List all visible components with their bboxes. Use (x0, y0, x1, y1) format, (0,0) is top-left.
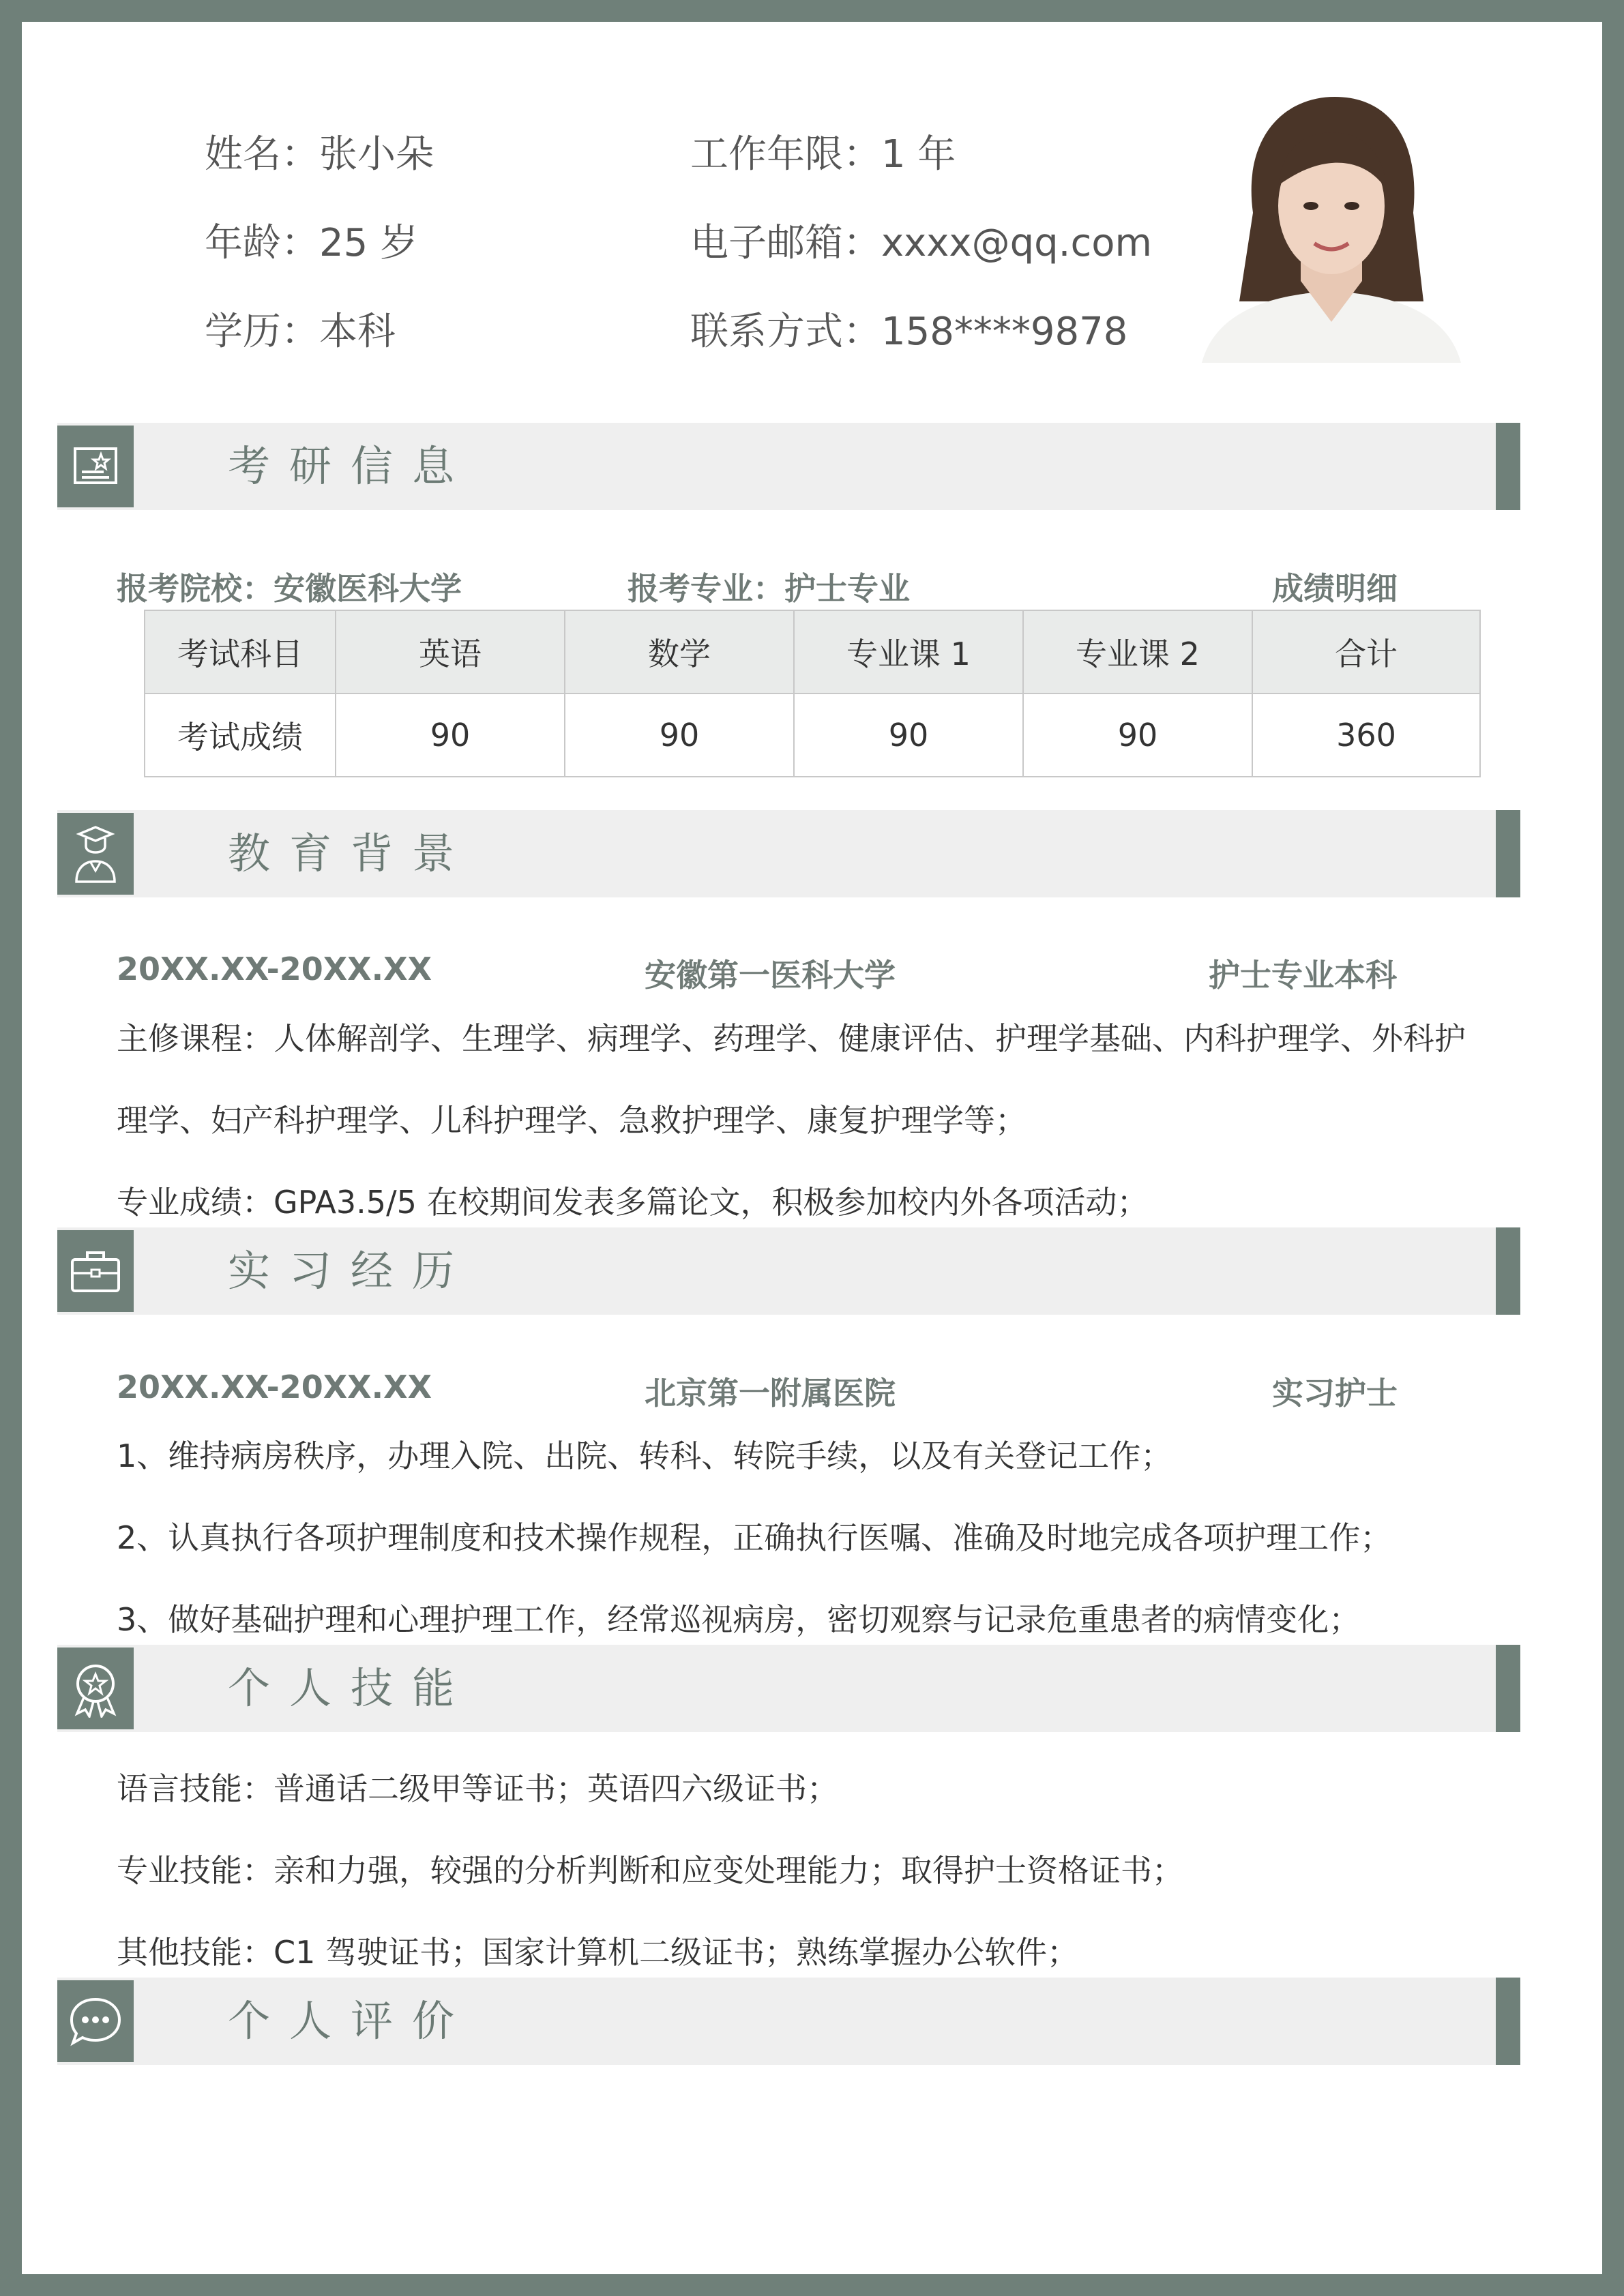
internship-duty: 3、做好基础护理和心理护理工作，经常巡视病房，密切观察与记录危重患者的病情变化； (117, 1601, 1361, 1638)
education-line: 主修课程：人体解剖学、生理学、病理学、药理学、健康评估、护理学基础、内科护理学、外科护 (117, 1020, 1466, 1057)
award-badge-icon (57, 1648, 134, 1729)
section-header-internship (57, 1227, 1520, 1315)
section-accent-bar (1496, 423, 1520, 510)
section-header-evaluation (57, 1978, 1520, 2065)
table-header-cell: 英语 (336, 610, 565, 694)
certificate-icon (57, 426, 134, 507)
table-row (145, 694, 1480, 777)
email-field: 电子邮箱：xxxx@qq.com (690, 221, 1153, 265)
table-cell: 90 (336, 694, 565, 777)
table-header-cell: 专业课 2 (1023, 610, 1252, 694)
education-period: 20XX.XX-20XX.XX (117, 951, 432, 987)
graduate-icon (57, 813, 134, 895)
section-accent-bar (1496, 1227, 1520, 1315)
internship-duty: 1、维持病房秩序，办理入院、出院、转科、转院手续，以及有关登记工作； (117, 1437, 1172, 1474)
table-header-cell: 专业课 1 (794, 610, 1023, 694)
skill-line: 专业技能：亲和力强，较强的分析判断和应变处理能力；取得护士资格证书； (117, 1852, 1183, 1889)
section-header-skills (57, 1645, 1520, 1732)
table-cell: 360 (1252, 694, 1480, 777)
education-school: 安徽第一医科大学 (645, 957, 896, 994)
score-detail-label: 成绩明细 (1272, 570, 1398, 607)
table-header-cell: 数学 (565, 610, 794, 694)
briefcase-icon (57, 1230, 134, 1312)
table-header-cell: 考试科目 (145, 610, 336, 694)
education-degree: 护士专业本科 (1209, 957, 1397, 994)
skill-line: 语言技能：普通话二级甲等证书；英语四六级证书； (117, 1770, 838, 1807)
internship-duty: 2、认真执行各项护理制度和技术操作规程，正确执行医嘱、准确及时地完成各项护理工作； (117, 1519, 1392, 1556)
age-field: 年龄：25 岁 (205, 221, 419, 265)
table-cell: 考试成绩 (145, 694, 336, 777)
skill-line: 其他技能：C1 驾驶证书；国家计算机二级证书；熟练掌握办公软件； (117, 1934, 1079, 1971)
section-header-education (57, 810, 1520, 897)
section-accent-bar (1496, 1645, 1520, 1732)
internship-hospital: 北京第一附属医院 (645, 1375, 896, 1412)
section-title-skills: 个人技能 (228, 1663, 474, 1713)
section-accent-bar (1496, 1978, 1520, 2065)
education-line: 专业成绩：GPA3.5/5 在校期间发表多篇论文，积极参加校内外各项活动； (117, 1184, 1149, 1221)
section-accent-bar (1496, 810, 1520, 897)
section-title-evaluation: 个人评价 (228, 1996, 474, 2046)
section-title-education: 教育背景 (228, 829, 474, 878)
table-header-cell: 合计 (1252, 610, 1480, 694)
section-title-exam: 考研信息 (228, 441, 474, 491)
degree-field: 学历：本科 (205, 310, 396, 354)
table-cell: 90 (565, 694, 794, 777)
profile-photo (1188, 76, 1475, 363)
phone-field: 联系方式：158****9878 (690, 310, 1128, 354)
education-line: 理学、妇产科护理学、儿科护理学、急救护理学、康复护理学等； (117, 1102, 1027, 1139)
table-cell: 90 (794, 694, 1023, 777)
chat-bubble-icon (57, 1980, 134, 2062)
section-title-internship: 实习经历 (228, 1246, 474, 1296)
internship-role: 实习护士 (1272, 1375, 1398, 1412)
name-field: 姓名：张小朵 (205, 132, 434, 177)
section-header-exam (57, 423, 1520, 510)
table-cell: 90 (1023, 694, 1252, 777)
exam-school: 报考院校：安徽医科大学 (117, 570, 462, 607)
exam-major: 报考专业：护士专业 (628, 570, 910, 607)
resume-page (22, 22, 1602, 2274)
internship-period: 20XX.XX-20XX.XX (117, 1369, 432, 1405)
experience-field: 工作年限：1 年 (690, 132, 956, 177)
table-header-row (145, 610, 1480, 694)
score-table (144, 610, 1481, 777)
